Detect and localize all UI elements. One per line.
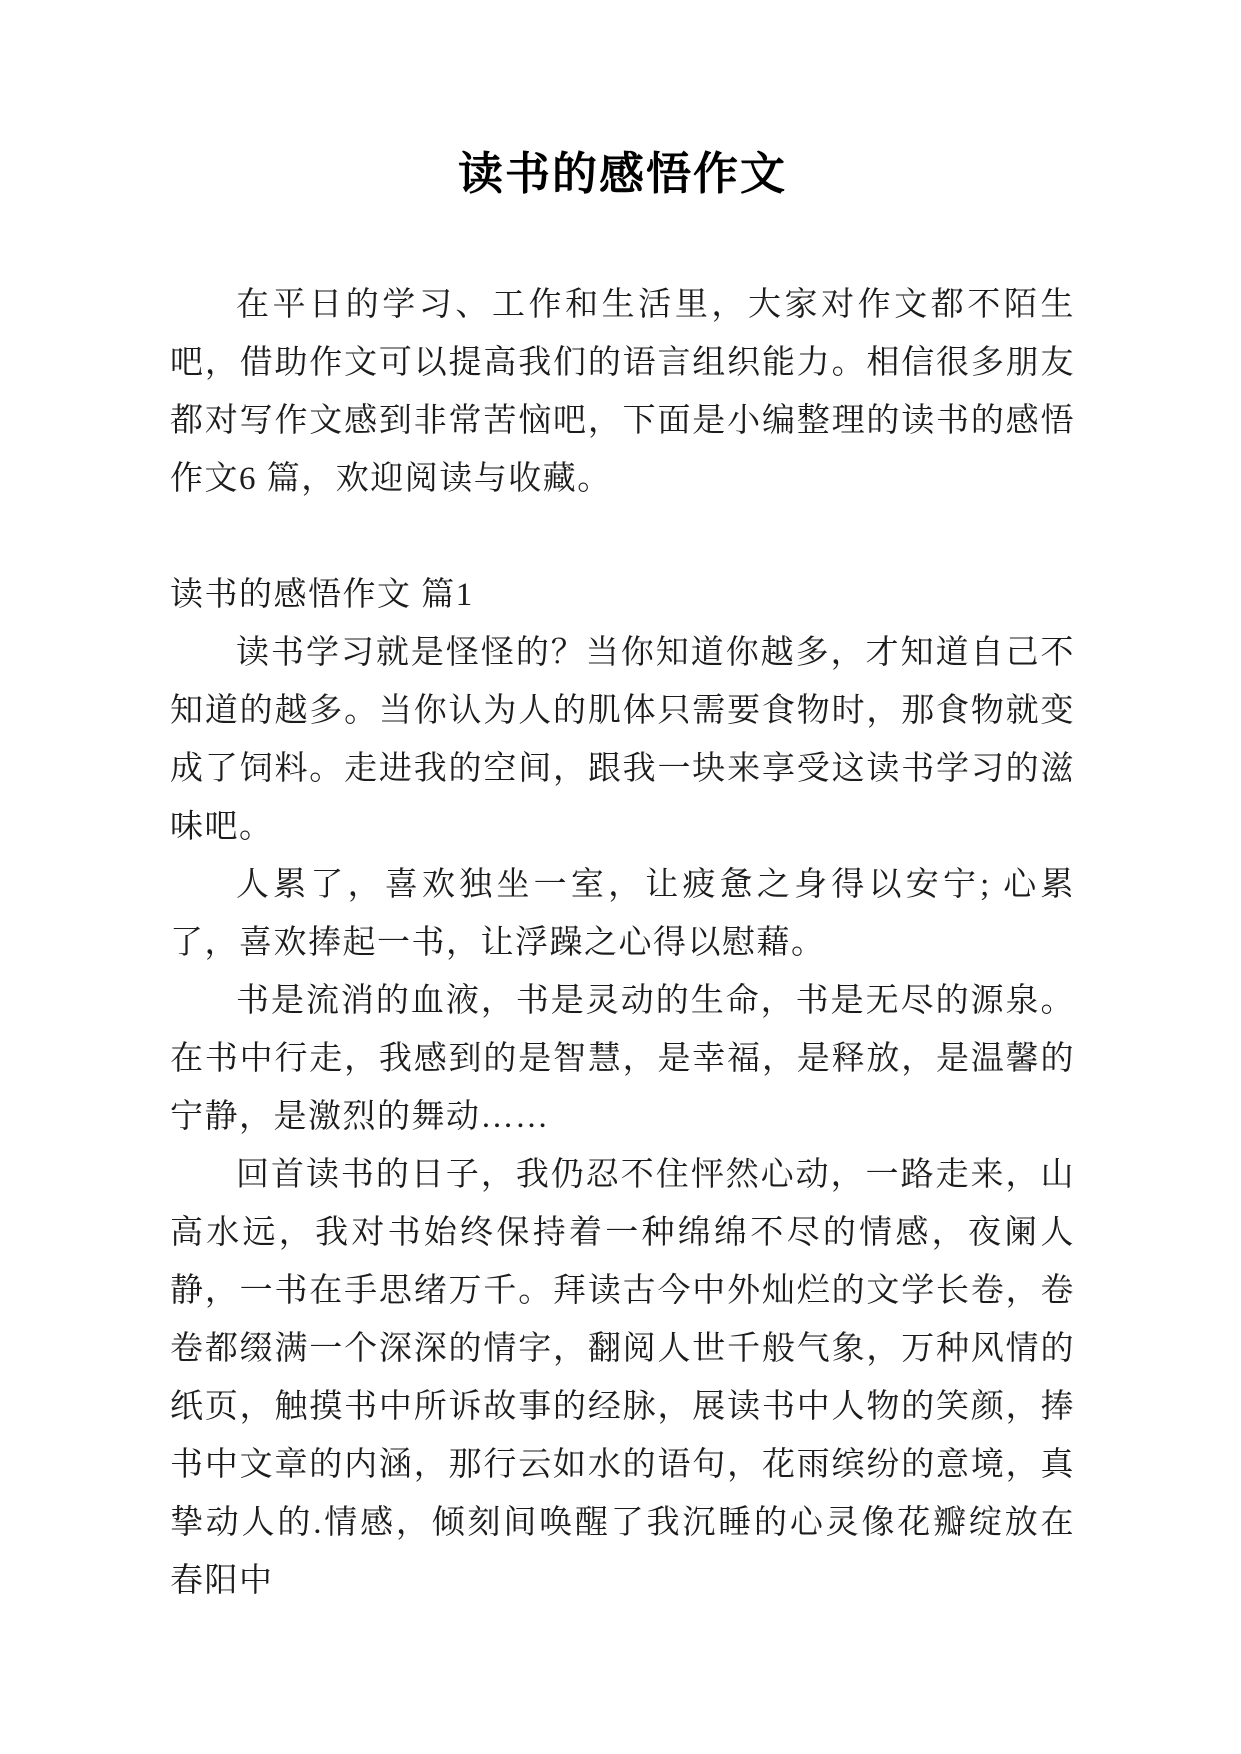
section-heading: 读书的感悟作文 篇1 bbox=[170, 577, 474, 613]
essay-paragraph-1: 读书学习就是怪怪的？当你知道你越多，才知道自己不知道的越多。当你认为人的肌体只需要食物时，那食物就变成了饲料。走进我的空间，跟我一块来享受这读书学习的滋味吧。 bbox=[170, 635, 1075, 845]
essay-paragraph-2: 人累了，喜欢独坐一室，让疲惫之身得以安宁; 心累了，喜欢捧起一书，让浮躁之心得以慰藉。 bbox=[170, 867, 1075, 961]
intro-paragraph: 在平日的学习、工作和生活里，大家对作文都不陌生吧，借助作文可以提高我们的语言组织能力。相信很多朋友都对写作文感到非常苦恼吧，下面是小编整理的读书的感悟作文6 篇，欢迎阅读与收藏。 bbox=[170, 287, 1075, 497]
essay-paragraph-3: 书是流消的血液，书是灵动的生命，书是无尽的源泉。在书中行走，我感到的是智慧，是幸福，是释放，是温馨的宁静，是激烈的舞动…… bbox=[170, 983, 1075, 1135]
essay-paragraph-4: 回首读书的日子，我仍忍不住怦然心动，一路走来，山高水远，我对书始终保持着一种绵绵不尽的情感，夜阑人静，一书在手思绪万千。拜读古今中外灿烂的文学长卷，卷卷都缀满一个深深的情字，翻阅人世千般气象，万种风情的纸页，触摸书中所诉故事的经脉，展读书中人物的笑颜，捧书中文章的内涵，那行云如水的语句，花雨缤纷的意境，真挚动人的.情感，倾刻间唤醒了我沉睡的心灵像花瓣绽放在春阳中 bbox=[170, 1157, 1075, 1599]
document-title: 读书的感悟作文 bbox=[457, 149, 787, 199]
